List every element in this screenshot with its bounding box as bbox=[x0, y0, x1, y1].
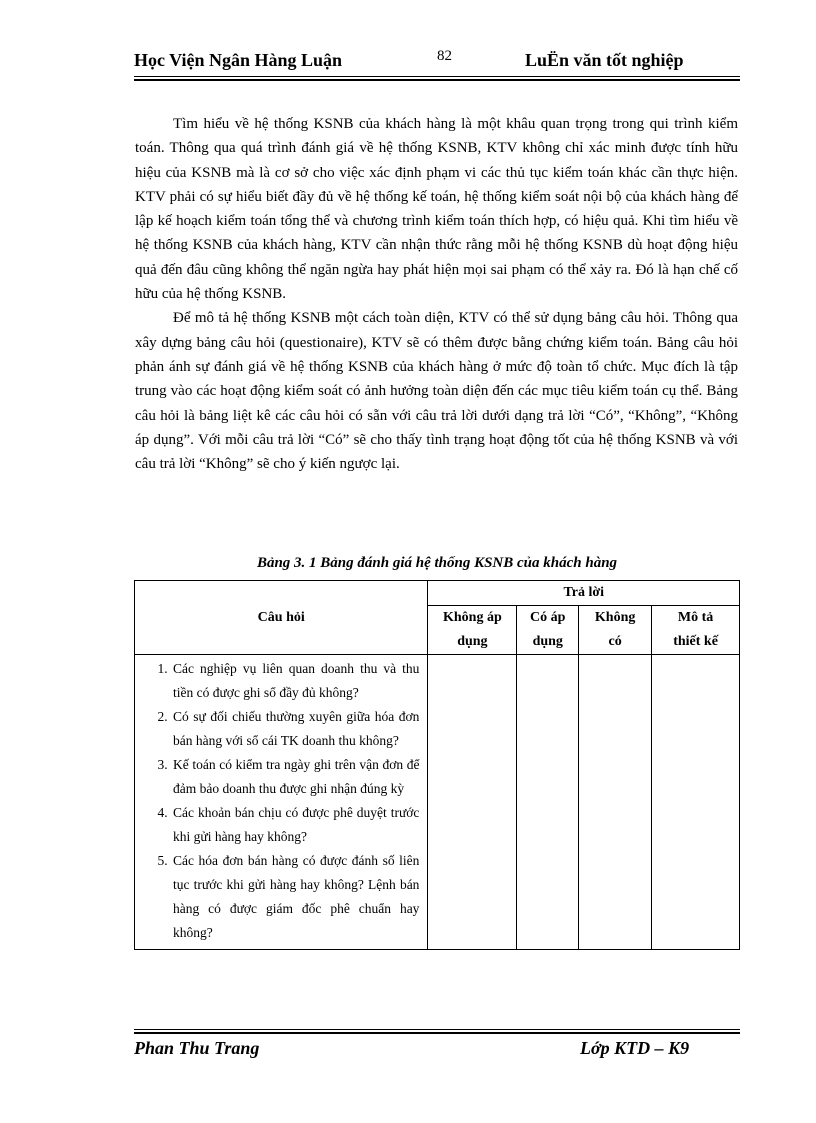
answer-cell-applicable bbox=[517, 655, 579, 950]
questions-cell bbox=[135, 655, 428, 950]
answer-group-header: Trả lời bbox=[428, 581, 740, 606]
header-divider-thick bbox=[134, 79, 740, 81]
body-text bbox=[135, 112, 738, 476]
page-footer bbox=[134, 1036, 740, 1066]
class-name: Lớp KTD – K9 bbox=[580, 1038, 690, 1058]
answer-cell-design-description bbox=[652, 655, 740, 950]
page-header bbox=[134, 44, 740, 76]
question-item: 3. Kế toán có kiểm tra ngày ghi trên vận đơn để đảm bảo doanh thu được ghi nhận đúng kỳ bbox=[171, 753, 419, 801]
column-header-line: dụng bbox=[532, 634, 563, 649]
column-header-not-applicable bbox=[428, 606, 517, 655]
question-column-header: Câu hỏi bbox=[135, 581, 428, 655]
paragraph-1: Tìm hiểu về hệ thống KSNB của khách hàng là một khâu quan trọng trong qui trình kiểm toán. Thông qua quá trình đánh giá về hệ thống KSNB, KTV không chỉ xác minh được tính hữu hiệu của KSNB mà là cơ sở cho việc xác định phạm vi các thủ tục kiểm toán khác cần thực hiện. KTV phải có sự hiểu biết đầy đủ về hệ thống kế toán, hệ thống kiểm soát nội bộ của khách hàng để lập kế hoạch kiểm toán tổng thể và chương trình kiểm toán thích hợp, có hiệu quả. Khi tìm hiểu về hệ thống KSNB của khách hàng, KTV cần nhận thức rằng mỗi hệ thống KSNB dù hoạt động hiệu quả đến đâu cũng không thể ngăn ngừa hay phát hiện mọi sai phạm có thể xảy ra. Đó là hạn chế cố hữu của hệ thống KSNB. bbox=[135, 116, 738, 303]
footer-divider-thick bbox=[134, 1032, 740, 1034]
column-header-applicable bbox=[517, 606, 579, 655]
table-caption: Bảng 3. 1 Bảng đánh giá hệ thống KSNB của khách hàng bbox=[256, 555, 618, 571]
question-list bbox=[135, 655, 427, 949]
answer-cell-not-applicable bbox=[428, 655, 517, 950]
column-header-line: Có áp bbox=[530, 610, 566, 625]
question-item: 2. Có sự đối chiếu thường xuyên giữa hóa đơn bán hàng với sổ cái TK doanh thu không? bbox=[171, 705, 419, 753]
page-number: 82 bbox=[437, 48, 452, 64]
header-title-right: LuËn văn tốt nghiệp bbox=[525, 50, 684, 70]
question-item: 5. Các hóa đơn bán hàng có được đánh số liên tục trước khi gửi hàng hay không? Lệnh bán hàng có được giám đốc phê chuẩn hay không? bbox=[171, 849, 419, 945]
column-header-design-description bbox=[652, 606, 740, 655]
table-row bbox=[135, 655, 740, 950]
author-name: Phan Thu Trang bbox=[134, 1038, 260, 1058]
question-item: 1. Các nghiệp vụ liên quan doanh thu và thu tiền có được ghi sổ đầy đủ không? bbox=[171, 657, 419, 705]
header-divider bbox=[134, 76, 740, 77]
footer-divider bbox=[134, 1029, 740, 1030]
question-item: 4. Các khoản bán chịu có được phê duyệt trước khi gửi hàng hay không? bbox=[171, 801, 419, 849]
column-header-line: dụng bbox=[457, 634, 488, 649]
column-header-line: Không bbox=[594, 610, 636, 625]
column-header-line: Mô tả bbox=[677, 610, 714, 625]
column-header-no bbox=[579, 606, 652, 655]
evaluation-table bbox=[134, 580, 740, 950]
answer-cell-no bbox=[579, 655, 652, 950]
column-header-line: thiết kế bbox=[673, 634, 718, 649]
paragraph-2: Để mô tả hệ thống KSNB một cách toàn diện, KTV có thể sử dụng bảng câu hỏi. Thông qua xây dựng bảng câu hỏi (questionaire), KTV sẽ có thêm được bằng chứng kiểm toán. Bảng câu hỏi phản ánh sự đánh giá về hệ thống KSNB của khách hàng ở mức độ toàn tổ chức. Mục đích là tập trung vào các hoạt động kiểm soát có ảnh hưởng toàn diện đến các mục tiêu kiểm toán cụ thể. Bảng câu hỏi là bảng liệt kê các câu hỏi có sẵn với câu trả lời dưới dạng trả lời “Có”, “Không”, “Không áp dụng”. Với mỗi câu trả lời “Có” sẽ cho thấy tình trạng hoạt động tốt của hệ thống KSNB và với câu trả lời “Không” sẽ cho ý kiến ngược lại. bbox=[135, 310, 738, 473]
column-header-line: Không áp bbox=[442, 610, 502, 625]
header-title-left: Học Viện Ngân Hàng Luận bbox=[134, 50, 343, 70]
column-header-line: có bbox=[608, 634, 622, 649]
